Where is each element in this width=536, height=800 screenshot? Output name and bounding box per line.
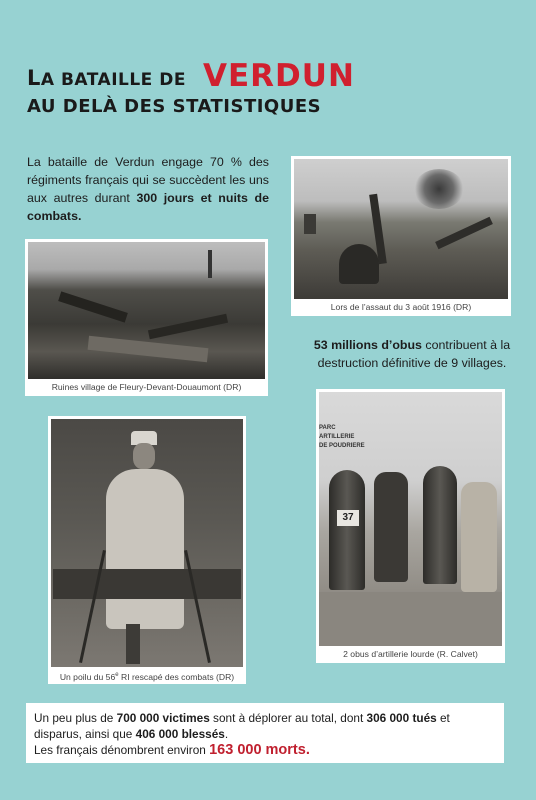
summary-line-1 [34, 710, 496, 742]
photo-poilu-image [51, 419, 243, 667]
photo-ruins-image [28, 242, 265, 379]
photo-assault-image [294, 159, 508, 299]
summary-victims: 700 000 victimes [116, 711, 210, 725]
intro-paragraph [27, 153, 269, 225]
photo-ruins-caption: Ruines village de Fleury-Devant-Douaumont (DR) [51, 382, 242, 392]
intro-text: La bataille de Verdun engage 70 % des régiments français qui se succèdent les uns aux autres durant [27, 155, 269, 205]
title-initial: L [27, 66, 41, 90]
summary-text-2: sont à déplorer au total, dont [209, 711, 367, 725]
obus-bold: 53 millions d’obus [313, 338, 422, 352]
sign-line-2: DE POUDRIERE [319, 443, 365, 449]
summary-killed: 306 000 tués [366, 711, 437, 725]
summary-line-2 [34, 742, 496, 758]
photo-obus [316, 389, 505, 663]
title-line-1-rest: A BATAILLE DE [40, 70, 186, 90]
summary-text-4: . [224, 727, 229, 741]
summary-text-3: et disparus, ainsi que [34, 711, 450, 741]
title-line-2: AU DELÀ DES STATISTIQUES [27, 96, 322, 117]
obus-paragraph [292, 336, 532, 372]
obus-rest: contribuent à la destruction définitive de 9 villages. [317, 338, 511, 370]
summary-text-5: Les français dénombrent environ [34, 743, 210, 757]
photo-assault-caption: Lors de l’assaut du 3 août 1916 (DR) [330, 302, 472, 312]
photo-ruins [25, 239, 268, 396]
photo-obus-sign [319, 424, 371, 454]
photo-obus-image [319, 392, 502, 646]
summary-text-1: Un peu plus de [34, 711, 117, 725]
sign-line-1: PARC ARTILLERIE [319, 425, 355, 440]
photo-obus-caption: 2 obus d’artillerie lourde (R. Calvet) [343, 649, 478, 659]
photo-poilu-caption [51, 667, 243, 684]
summary-wounded: 406 000 blessés [135, 727, 225, 741]
summary-deaths: 163 000 morts. [209, 742, 310, 758]
intro-bold: 300 jours et nuits de combats. [27, 191, 269, 223]
photo-poilu-caption-sup: e [115, 672, 119, 678]
photo-assault [291, 156, 511, 316]
title-line-1 [27, 66, 186, 90]
summary-box [26, 703, 504, 763]
photo-poilu-caption-suffix: RI rescapé des combats (DR) [118, 671, 235, 682]
photo-poilu-caption-prefix: Un poilu du 56 [59, 671, 116, 682]
shell-number: 37 [337, 510, 359, 526]
photo-poilu [48, 416, 246, 684]
title-highlight: VERDUN [203, 58, 355, 94]
